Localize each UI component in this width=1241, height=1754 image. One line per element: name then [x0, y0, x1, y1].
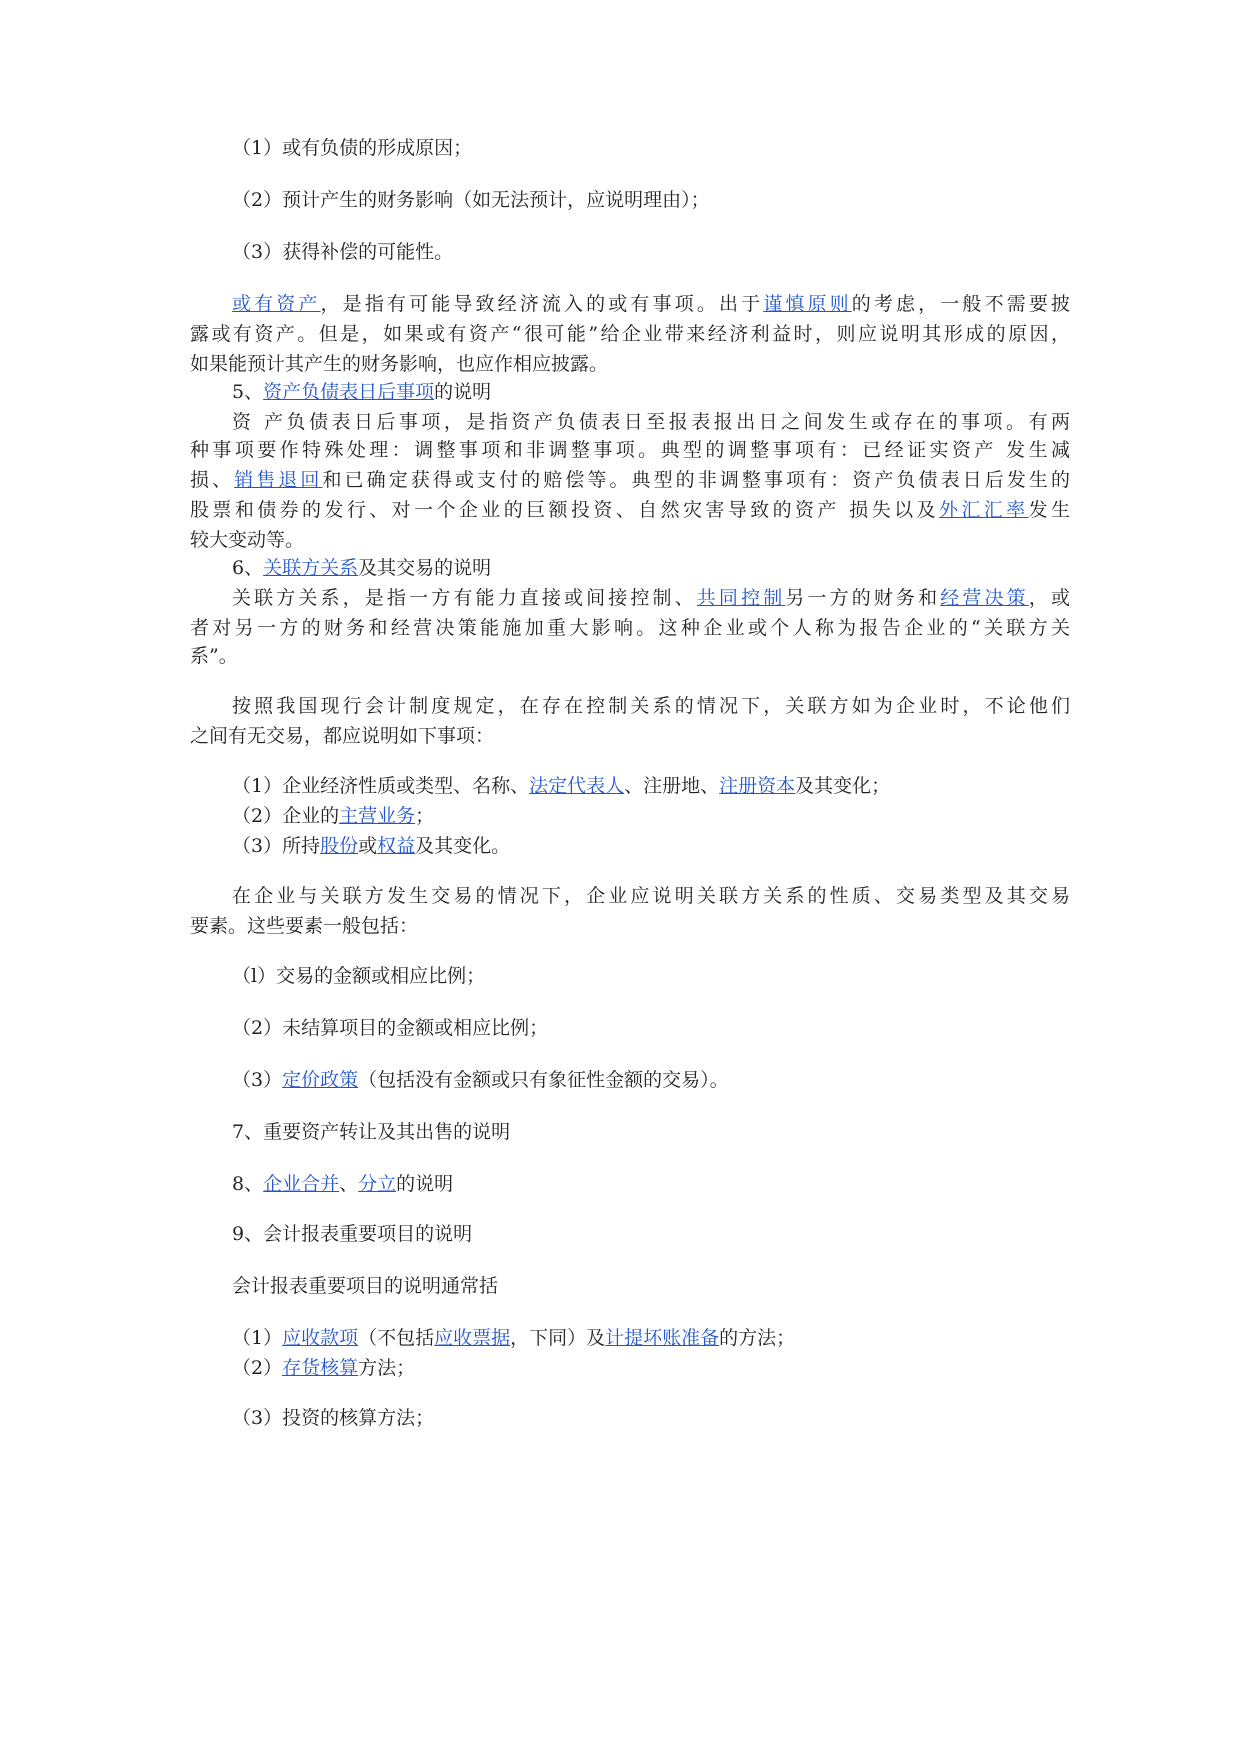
inline-link[interactable]: 注册资本 — [719, 775, 796, 797]
list-item — [232, 1012, 1112, 1044]
list-item — [232, 770, 1112, 802]
text-line — [190, 720, 1070, 752]
section-heading — [232, 376, 1112, 408]
text-line — [190, 640, 1070, 672]
section-heading — [232, 1116, 1112, 1148]
text-run: ，或 — [1028, 587, 1070, 609]
text-run: （3）投资的核算方法； — [232, 1407, 435, 1429]
text-line — [232, 690, 1070, 722]
text-run: （3）获得补偿的可能性。 — [232, 241, 454, 263]
text-run: 者对另一方的财务和经营决策能施加重大影响。这种企业或个人称为报告企业的“关联方关 — [190, 617, 1070, 639]
text-line — [232, 184, 1112, 216]
text-run: 种事项要作特殊处理：调整事项和非调整事项。典型的调整事项有：已经证实资产 发生减 — [190, 439, 1070, 461]
text-run: （包括没有金额或只有象征性金额的交易）。 — [358, 1069, 729, 1091]
text-run: 如果能预计其产生的财务影响，也应作相应披露。 — [190, 353, 609, 375]
inline-link[interactable]: 分立 — [358, 1173, 397, 1195]
text-run: 资 产负债表日后事项，是指资产负债表日至报表报出日之间发生或存在的事项。有两 — [232, 411, 1070, 433]
text-run: 、注册地、 — [624, 775, 720, 797]
text-run: 及其交易的说明 — [358, 557, 492, 579]
text-line — [190, 910, 1070, 942]
text-line — [190, 434, 1070, 466]
text-run: 的考虑，一般不需要披 — [851, 293, 1070, 315]
list-item — [232, 960, 1112, 992]
inline-link[interactable]: 谨慎原则 — [763, 293, 852, 315]
text-run: 另一方的财务和 — [785, 587, 941, 609]
text-run: ，下同）及 — [510, 1327, 606, 1349]
inline-link[interactable]: 关联方关系 — [263, 557, 359, 579]
text-run: 股票和债券的发行、对一个企业的巨额投资、自然灾害导致的资产 损失以及 — [190, 499, 939, 521]
inline-link[interactable]: 外汇汇率 — [938, 499, 1029, 521]
text-run: 较大变动等。 — [190, 529, 305, 551]
text-run: （2）未结算项目的金额或相应比例； — [232, 1017, 549, 1039]
inline-link[interactable]: 或有资产 — [232, 293, 321, 315]
text-run: （1）企业经济性质或类型、名称、 — [232, 775, 530, 797]
text-run: 要素。这些要素一般包括： — [190, 915, 419, 937]
text-run: 关联方关系，是指一方有能力直接或间接控制、 — [232, 587, 697, 609]
inline-link[interactable]: 资产负债表日后事项 — [263, 381, 435, 403]
text-run: 及其变化； — [795, 775, 891, 797]
list-item — [232, 1402, 1112, 1434]
inline-link[interactable]: 企业合并 — [263, 1173, 340, 1195]
text-line — [232, 582, 1070, 614]
text-run: （1）或有负债的形成原因； — [232, 137, 473, 159]
text-run: 及其变化。 — [415, 835, 511, 857]
text-run: 系”。 — [190, 645, 238, 667]
text-run: （1） — [232, 1327, 283, 1349]
text-run: 或 — [358, 835, 378, 857]
text-run: 和已确定获得或支付的赔偿等。典型的非调整事项有：资产负债表日后发生的 — [322, 469, 1070, 491]
text-run: 的方法； — [719, 1327, 796, 1349]
section-heading — [232, 1168, 1112, 1200]
text-run: 之间有无交易，都应说明如下事项： — [190, 725, 495, 747]
text-run: 9、会计报表重要项目的说明 — [232, 1223, 473, 1245]
text-run: 按照我国现行会计制度规定，在存在控制关系的情况下，关联方如为企业时，不论他们 — [232, 695, 1070, 717]
inline-link[interactable]: 法定代表人 — [529, 775, 625, 797]
text-run: 8、 — [232, 1173, 264, 1195]
text-line — [190, 318, 1070, 350]
text-run: （2）企业的 — [232, 805, 340, 827]
text-run: （2）预计产生的财务影响（如无法预计，应说明理由）； — [232, 189, 710, 211]
text-line — [232, 236, 1112, 268]
inline-link[interactable]: 股份 — [320, 835, 359, 857]
text-line — [190, 464, 1070, 496]
text-line — [232, 288, 1070, 320]
list-item — [232, 1064, 1112, 1096]
text-run: ； — [415, 805, 435, 827]
text-run: 会计报表重要项目的说明通常括 — [232, 1275, 499, 1297]
section-heading — [232, 552, 1112, 584]
text-run: （2） — [232, 1357, 283, 1379]
text-run: 发生 — [1028, 499, 1070, 521]
list-item — [232, 1322, 1112, 1354]
section-heading — [232, 1218, 1112, 1250]
text-line — [232, 1270, 1112, 1302]
text-run: 的说明 — [434, 381, 492, 403]
inline-link[interactable]: 权益 — [377, 835, 416, 857]
text-run: （不包括 — [358, 1327, 435, 1349]
text-run: 7、重要资产转让及其出售的说明 — [232, 1121, 511, 1143]
text-run: 、 — [339, 1173, 359, 1195]
text-line — [190, 494, 1070, 526]
inline-link[interactable]: 共同控制 — [696, 587, 786, 609]
text-run: 5、 — [232, 381, 264, 403]
text-line — [232, 880, 1070, 912]
text-run: 方法； — [358, 1357, 416, 1379]
inline-link[interactable]: 定价政策 — [282, 1069, 359, 1091]
inline-link[interactable]: 应收票据 — [434, 1327, 511, 1349]
inline-link[interactable]: 主营业务 — [339, 805, 416, 827]
text-line — [232, 132, 1112, 164]
text-run: 损、 — [190, 469, 235, 491]
inline-link[interactable]: 销售退回 — [234, 469, 323, 491]
inline-link[interactable]: 应收款项 — [282, 1327, 359, 1349]
text-run: 在企业与关联方发生交易的情况下，企业应说明关联方关系的性质、交易类型及其交易 — [232, 885, 1070, 907]
list-item — [232, 1352, 1112, 1384]
list-item — [232, 800, 1112, 832]
inline-link[interactable]: 经营决策 — [940, 587, 1029, 609]
inline-link[interactable]: 存货核算 — [282, 1357, 359, 1379]
text-run: ，是指有可能导致经济流入的或有事项。出于 — [320, 293, 764, 315]
text-run: 的说明 — [396, 1173, 454, 1195]
text-run: 露或有资产。但是，如果或有资产“很可能”给企业带来经济利益时，则应说明其形成的原因， — [190, 323, 1070, 345]
list-item — [232, 830, 1112, 862]
text-run: 6、 — [232, 557, 264, 579]
text-run: （3）所持 — [232, 835, 321, 857]
text-run: （l）交易的金额或相应比例； — [232, 965, 486, 987]
inline-link[interactable]: 计提坏账准备 — [605, 1327, 720, 1349]
text-run: （3） — [232, 1069, 283, 1091]
